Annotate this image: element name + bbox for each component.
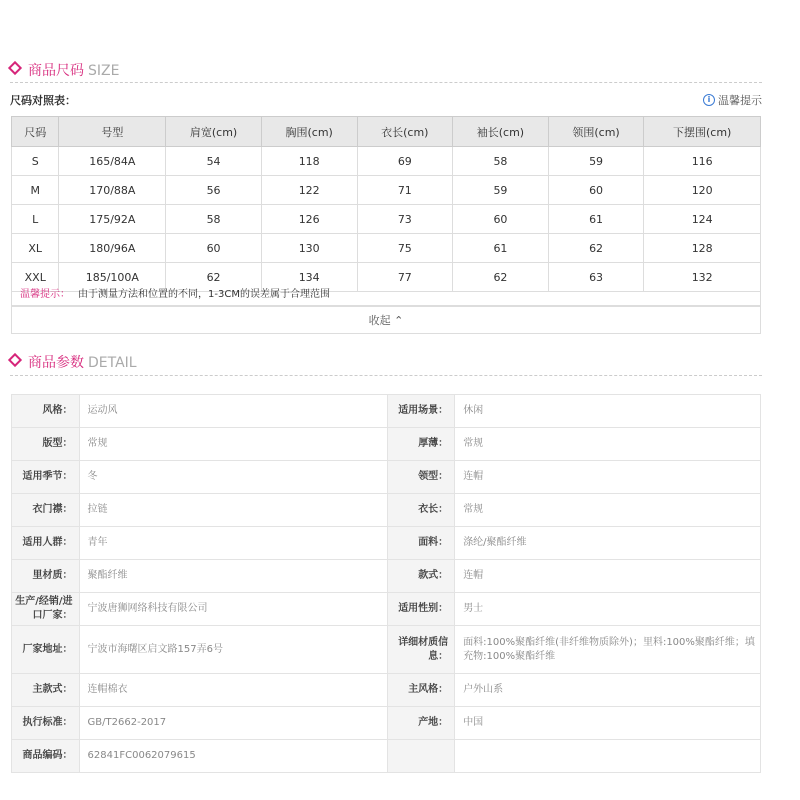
- table-cell: 124: [644, 205, 761, 234]
- param-value: 连帽棉衣: [79, 674, 387, 707]
- table-cell: 62: [453, 263, 549, 292]
- param-row: [12, 395, 761, 428]
- table-cell: 58: [166, 205, 262, 234]
- param-value: 宁波市海曙区启文路157弄6号: [79, 626, 387, 674]
- table-cell: 126: [261, 205, 357, 234]
- size-table-header: 领围(cm): [548, 117, 644, 147]
- param-key: 商品编码：: [12, 740, 80, 773]
- size-tip: [11, 280, 761, 306]
- param-key: 产地：: [387, 707, 455, 740]
- tip-label: 温馨提示：: [20, 289, 70, 300]
- param-value: 面料:100%聚酯纤维(非纤维物质除外)；里料:100%聚酯纤维；填充物:100%聚酯纤维: [455, 626, 761, 674]
- table-cell: 62: [166, 263, 262, 292]
- table-cell: 56: [166, 176, 262, 205]
- table-cell: 62: [548, 234, 644, 263]
- tip-text: 由于测量方法和位置的不同，1-3CM的误差属于合理范围: [78, 289, 330, 300]
- table-cell: 60: [548, 176, 644, 205]
- table-cell: 59: [548, 147, 644, 176]
- table-cell: 60: [453, 205, 549, 234]
- param-value: [455, 740, 761, 773]
- size-table-header: 下摆围(cm): [644, 117, 761, 147]
- table-cell: S: [12, 147, 59, 176]
- diamond-icon: [8, 61, 22, 75]
- param-value: 连帽: [455, 461, 761, 494]
- param-row: [12, 626, 761, 674]
- param-row: [12, 740, 761, 773]
- param-row: [12, 560, 761, 593]
- param-key: 主风格：: [387, 674, 455, 707]
- param-key: 适用季节：: [12, 461, 80, 494]
- param-row: [12, 527, 761, 560]
- param-value: 青年: [79, 527, 387, 560]
- table-cell: 175/92A: [59, 205, 166, 234]
- table-cell: L: [12, 205, 59, 234]
- param-key: 里材质：: [12, 560, 80, 593]
- divider: [10, 82, 762, 83]
- param-row: [12, 494, 761, 527]
- table-cell: 58: [453, 147, 549, 176]
- param-row: [12, 593, 761, 626]
- diamond-icon: [8, 353, 22, 367]
- params-table: [11, 394, 761, 773]
- info-icon: i: [703, 94, 715, 106]
- size-table-header: 衣长(cm): [357, 117, 453, 147]
- tip-link-label: 温馨提示: [718, 94, 762, 107]
- param-value: 涤纶/聚酯纤维: [455, 527, 761, 560]
- param-value: 运动风: [79, 395, 387, 428]
- size-table: [11, 116, 761, 292]
- table-cell: 170/88A: [59, 176, 166, 205]
- table-cell: 118: [261, 147, 357, 176]
- param-row: [12, 428, 761, 461]
- param-value: 宁波唐狮网络科技有限公司: [79, 593, 387, 626]
- param-key: 主款式：: [12, 674, 80, 707]
- table-cell: 63: [548, 263, 644, 292]
- param-value: 连帽: [455, 560, 761, 593]
- table-cell: 180/96A: [59, 234, 166, 263]
- size-table-header: 肩宽(cm): [166, 117, 262, 147]
- param-value: 休闲: [455, 395, 761, 428]
- table-cell: 130: [261, 234, 357, 263]
- collapse-button[interactable]: 收起 ⌃: [11, 306, 761, 334]
- size-title-en: SIZE: [88, 63, 120, 79]
- table-row: [12, 147, 761, 176]
- param-key: [387, 740, 455, 773]
- divider: [10, 375, 762, 376]
- param-key: 风格：: [12, 395, 80, 428]
- param-value: 常规: [79, 428, 387, 461]
- param-key: 厚薄：: [387, 428, 455, 461]
- table-cell: 59: [453, 176, 549, 205]
- table-cell: 185/100A: [59, 263, 166, 292]
- param-value: GB/T2662-2017: [79, 707, 387, 740]
- param-value: 户外山系: [455, 674, 761, 707]
- param-row: [12, 461, 761, 494]
- table-cell: 122: [261, 176, 357, 205]
- param-key: 详细材质信息：: [387, 626, 455, 674]
- table-cell: 77: [357, 263, 453, 292]
- table-cell: 120: [644, 176, 761, 205]
- param-value: 常规: [455, 494, 761, 527]
- param-value: 冬: [79, 461, 387, 494]
- param-key: 款式：: [387, 560, 455, 593]
- table-cell: 60: [166, 234, 262, 263]
- param-key: 适用人群：: [12, 527, 80, 560]
- table-cell: 61: [548, 205, 644, 234]
- tip-link[interactable]: [703, 92, 762, 108]
- param-row: [12, 674, 761, 707]
- table-cell: 69: [357, 147, 453, 176]
- table-cell: M: [12, 176, 59, 205]
- table-cell: 165/84A: [59, 147, 166, 176]
- size-table-header: 尺码: [12, 117, 59, 147]
- size-table-header: 胸围(cm): [261, 117, 357, 147]
- param-value: 常规: [455, 428, 761, 461]
- param-key: 生产/经销/进口厂家：: [12, 593, 80, 626]
- table-cell: 61: [453, 234, 549, 263]
- size-table-header: 袖长(cm): [453, 117, 549, 147]
- param-value: 62841FC0062079615: [79, 740, 387, 773]
- param-value: 聚酯纤维: [79, 560, 387, 593]
- detail-title-cn: 商品参数: [28, 355, 84, 371]
- table-cell: 134: [261, 263, 357, 292]
- param-key: 版型：: [12, 428, 80, 461]
- param-key: 厂家地址：: [12, 626, 80, 674]
- param-value: 中国: [455, 707, 761, 740]
- param-value: 拉链: [79, 494, 387, 527]
- param-key: 适用场景：: [387, 395, 455, 428]
- size-table-label: 尺码对照表：: [10, 94, 76, 107]
- size-section-title: [10, 60, 762, 80]
- table-cell: 75: [357, 234, 453, 263]
- param-key: 衣门襟：: [12, 494, 80, 527]
- table-cell: 128: [644, 234, 761, 263]
- table-cell: 73: [357, 205, 453, 234]
- size-title-cn: 商品尺码: [28, 63, 84, 79]
- param-key: 面料：: [387, 527, 455, 560]
- size-table-header-row: [10, 92, 762, 108]
- table-row: [12, 176, 761, 205]
- param-key: 适用性别：: [387, 593, 455, 626]
- param-value: 男士: [455, 593, 761, 626]
- table-cell: 71: [357, 176, 453, 205]
- param-key: 执行标准：: [12, 707, 80, 740]
- table-row: [12, 234, 761, 263]
- table-cell: XL: [12, 234, 59, 263]
- detail-section-title: [10, 352, 762, 372]
- size-table-header: 号型: [59, 117, 166, 147]
- table-cell: 54: [166, 147, 262, 176]
- param-key: 衣长：: [387, 494, 455, 527]
- table-row: [12, 205, 761, 234]
- table-cell: XXL: [12, 263, 59, 292]
- table-cell: 132: [644, 263, 761, 292]
- detail-title-en: DETAIL: [88, 355, 137, 371]
- param-row: [12, 707, 761, 740]
- param-key: 领型：: [387, 461, 455, 494]
- table-cell: 116: [644, 147, 761, 176]
